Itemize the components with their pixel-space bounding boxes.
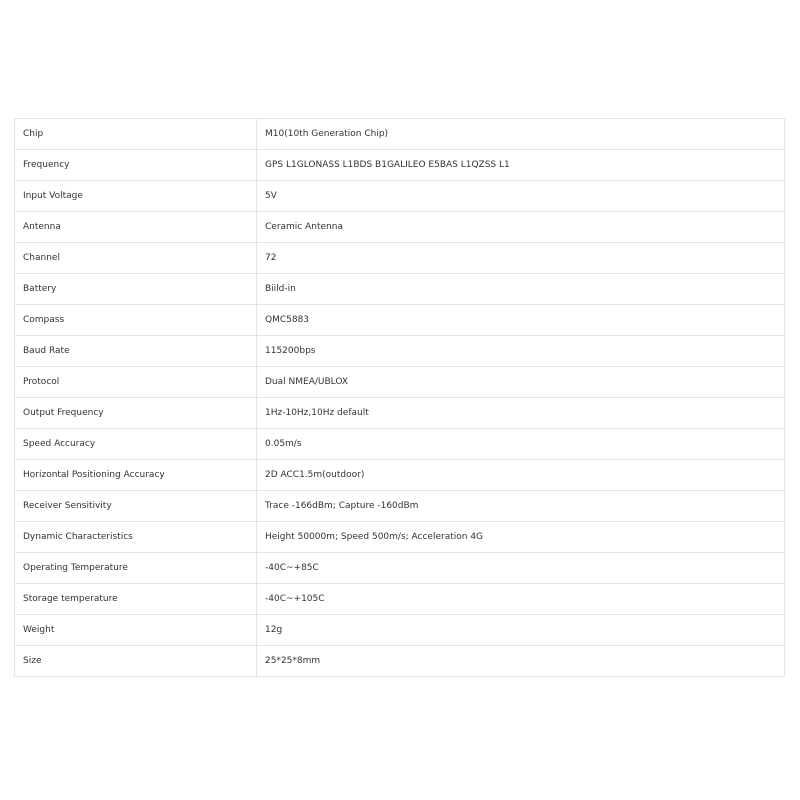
spec-value-cell: 1Hz-10Hz,10Hz default bbox=[257, 398, 785, 429]
spec-value-cell: M10(10th Generation Chip) bbox=[257, 119, 785, 150]
spec-value-cell: -40C~+85C bbox=[257, 553, 785, 584]
spec-value-cell: Trace -166dBm; Capture -160dBm bbox=[257, 491, 785, 522]
spec-value-cell: 115200bps bbox=[257, 336, 785, 367]
table-row bbox=[15, 398, 785, 429]
spec-parameter-cell: Channel bbox=[15, 243, 257, 274]
spec-table-body bbox=[15, 119, 785, 677]
spec-parameter-cell: Horizontal Positioning Accuracy bbox=[15, 460, 257, 491]
table-row bbox=[15, 150, 785, 181]
table-row bbox=[15, 615, 785, 646]
table-row bbox=[15, 119, 785, 150]
spec-parameter-cell: Weight bbox=[15, 615, 257, 646]
spec-value-cell: 72 bbox=[257, 243, 785, 274]
spec-value-cell: Height 50000m; Speed 500m/s; Acceleration 4G bbox=[257, 522, 785, 553]
spec-value-cell: Dual NMEA/UBLOX bbox=[257, 367, 785, 398]
table-row bbox=[15, 336, 785, 367]
table-row bbox=[15, 460, 785, 491]
spec-value-cell: Ceramic Antenna bbox=[257, 212, 785, 243]
spec-table bbox=[14, 118, 785, 677]
spec-parameter-cell: Size bbox=[15, 646, 257, 677]
spec-parameter-cell: Compass bbox=[15, 305, 257, 336]
table-row bbox=[15, 212, 785, 243]
spec-parameter-cell: Frequency bbox=[15, 150, 257, 181]
spec-value-cell: -40C~+105C bbox=[257, 584, 785, 615]
table-row bbox=[15, 429, 785, 460]
spec-parameter-cell: Input Voltage bbox=[15, 181, 257, 212]
spec-parameter-cell: Dynamic Characteristics bbox=[15, 522, 257, 553]
table-row bbox=[15, 181, 785, 212]
spec-value-cell: 0.05m/s bbox=[257, 429, 785, 460]
spec-parameter-cell: Protocol bbox=[15, 367, 257, 398]
spec-parameter-cell: Battery bbox=[15, 274, 257, 305]
spec-value-cell: 2D ACC1.5m(outdoor) bbox=[257, 460, 785, 491]
spec-value-cell: GPS L1GLONASS L1BDS B1GALILEO E5BAS L1QZSS L1 bbox=[257, 150, 785, 181]
spec-parameter-cell: Chip bbox=[15, 119, 257, 150]
spec-value-cell: QMC5883 bbox=[257, 305, 785, 336]
spec-parameter-cell: Baud Rate bbox=[15, 336, 257, 367]
spec-parameter-cell: Output Frequency bbox=[15, 398, 257, 429]
spec-value-cell: Biild-in bbox=[257, 274, 785, 305]
spec-parameter-cell: Storage temperature bbox=[15, 584, 257, 615]
spec-parameter-cell: Antenna bbox=[15, 212, 257, 243]
table-row bbox=[15, 584, 785, 615]
table-row bbox=[15, 274, 785, 305]
table-row bbox=[15, 522, 785, 553]
spec-parameter-cell: Operating Temperature bbox=[15, 553, 257, 584]
spec-value-cell: 12g bbox=[257, 615, 785, 646]
table-row bbox=[15, 367, 785, 398]
table-row bbox=[15, 305, 785, 336]
table-row bbox=[15, 491, 785, 522]
spec-parameter-cell: Receiver Sensitivity bbox=[15, 491, 257, 522]
spec-parameter-cell: Speed Accuracy bbox=[15, 429, 257, 460]
table-row bbox=[15, 553, 785, 584]
spec-value-cell: 5V bbox=[257, 181, 785, 212]
table-row bbox=[15, 646, 785, 677]
spec-value-cell: 25*25*8mm bbox=[257, 646, 785, 677]
table-row bbox=[15, 243, 785, 274]
